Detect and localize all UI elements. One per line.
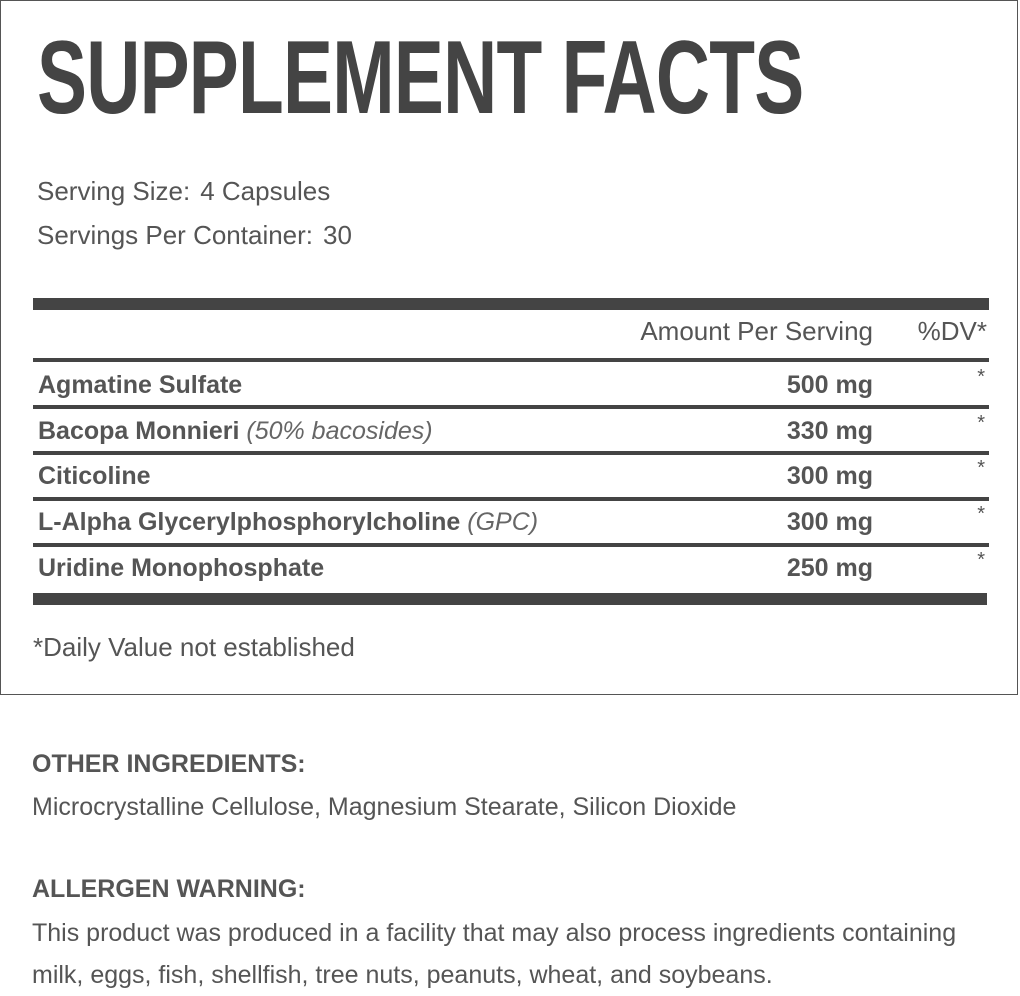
ingredient-row	[33, 365, 989, 405]
table-header-row	[33, 316, 989, 352]
ingredient-name: Uridine Monophosphate	[38, 554, 325, 582]
row-divider	[33, 451, 989, 455]
ingredient-name: Agmatine Sulfate	[38, 371, 243, 399]
row-divider	[33, 358, 989, 362]
ingredient-dv: *	[977, 366, 985, 388]
table-top-bar	[33, 298, 989, 310]
ingredient-row	[33, 456, 989, 496]
ingredient-dv: *	[977, 503, 985, 525]
header-daily-value: %DV*	[917, 316, 987, 346]
serving-size	[37, 176, 330, 206]
ingredient-name: Bacopa Monnieri (50% bacosides)	[38, 417, 433, 445]
servings-per-container-value: 30	[323, 220, 352, 250]
row-divider	[33, 497, 989, 501]
ingredient-dv: *	[977, 457, 985, 479]
ingredient-dv: *	[977, 549, 985, 571]
ingredient-amount: 300 mg	[786, 508, 873, 536]
ingredient-amount: 300 mg	[786, 462, 873, 490]
ingredient-amount: 250 mg	[786, 554, 873, 582]
row-divider	[33, 405, 989, 409]
ingredient-name: Citicoline	[38, 462, 151, 490]
ingredient-note: (50% bacosides)	[246, 417, 433, 445]
header-amount-per-serving: Amount Per Serving	[640, 316, 873, 346]
ingredient-name: L-Alpha Glycerylphosphorylcholine (GPC)	[38, 508, 539, 536]
ingredient-row	[33, 502, 989, 542]
servings-per-container-label: Servings Per Container:	[37, 220, 314, 250]
ingredient-dv: *	[977, 412, 985, 434]
table-bottom-bar	[33, 593, 987, 605]
allergen-warning-heading: ALLERGEN WARNING:	[32, 875, 306, 903]
row-divider	[33, 543, 989, 547]
serving-size-value: 4 Capsules	[200, 176, 331, 206]
servings-per-container	[37, 220, 352, 250]
ingredient-row	[33, 548, 989, 588]
ingredient-row	[33, 411, 989, 451]
other-ingredients-text: Microcrystalline Cellulose, Magnesium Stearate, Silicon Dioxide	[32, 793, 737, 821]
allergen-warning-text: This product was produced in a facility that may also process ingredients containing milk, eggs, fish, shellfish, tree nuts, peanuts, wheat, and soybeans.	[32, 919, 957, 989]
ingredient-note: (GPC)	[467, 508, 539, 536]
serving-size-label: Serving Size:	[37, 176, 191, 206]
ingredient-amount: 330 mg	[786, 417, 873, 445]
ingredient-amount: 500 mg	[786, 371, 873, 399]
other-ingredients-heading: OTHER INGREDIENTS:	[32, 750, 306, 778]
facts-title: SUPPLEMENT FACTS	[37, 20, 804, 136]
daily-value-footnote: *Daily Value not established	[33, 632, 355, 662]
